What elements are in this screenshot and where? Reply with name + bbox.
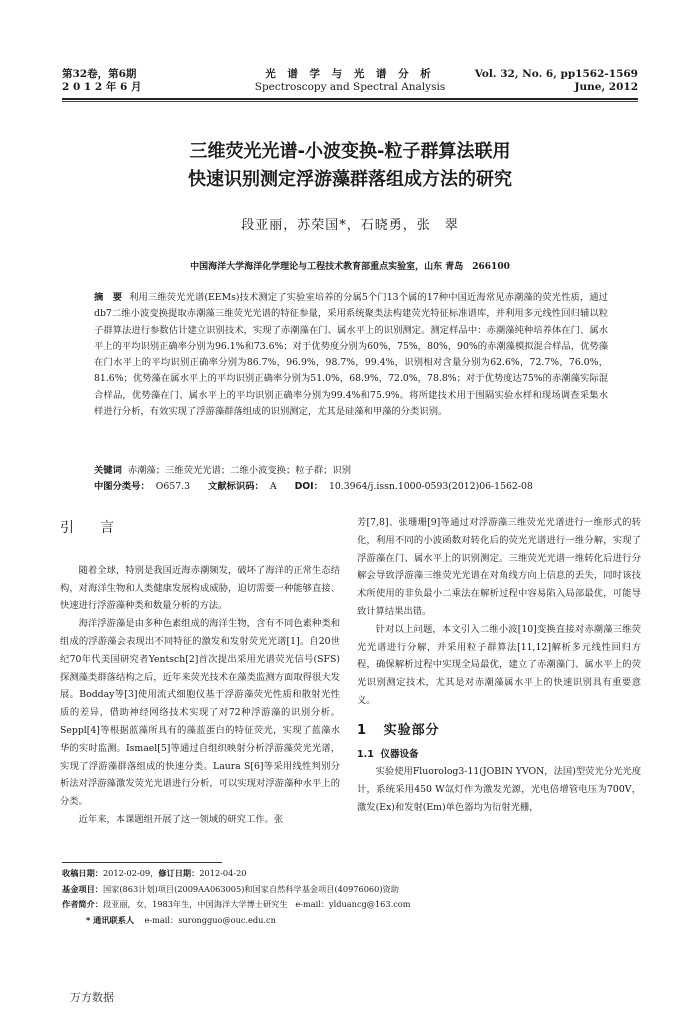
- issue-date: 2 0 1 2 年 6 月: [62, 81, 142, 93]
- doi-label: DOI：: [294, 481, 323, 492]
- revised-label: 修订日期：: [158, 868, 200, 878]
- revised-date: 2012-04-20: [199, 868, 247, 878]
- journal-name-en: Spectroscopy and Spectral Analysis: [254, 81, 446, 93]
- section-1-heading: [357, 722, 641, 740]
- author-bio-line: [62, 897, 608, 913]
- subsection-title: 仪器设备: [380, 748, 419, 760]
- intro-paragraph-3: 近年来，本课题组开展了这一领域的研究工作。张: [78, 813, 284, 825]
- footnotes: [62, 866, 608, 928]
- intro-paragraph-2: 海洋浮游藻是由多种色素组成的海洋生物，含有不同色素种类和组成的浮游藻会表现出不同特征的激发和发射荧光光谱[1]。自20世纪70年代美国研究者Yentsch[2]首次提出采用光谱荧光信号(SFS)探测藻类群落结构之后，近年来荧光技术在藻类监测方面取得很大发展。Bodday等[3]使用流式细胞仪基于浮游藻荧光性质和散射光性质的差异，借助神经网络技术实现了对72种浮游藻的识别分析。Seppl[4]等根据蓝藻所具有的藻蓝蛋白的特征荧光，实现了蓝藻水华的实时监测。Ismael[5]等通过自组织映射分析浮游藻荧光光谱，实现了浮游藻群落组成的快速分类。Laura S[6]等采用线性判别分析法对浮游藻激发荧光光谱进行分析，可以实现对浮游藻种水平上的分类。: [60, 618, 340, 808]
- title-line-2: 快速识别测定浮游藻群落组成方法的研究: [188, 169, 512, 190]
- keywords-label: 关键词: [94, 465, 122, 476]
- intro-paragraph-4: 针对以上问题，本文引入二维小波[10]变换直接对赤潮藻三维荧光光谱进行分解，并采用粒子群算法[11,12]解析多元线性回归方程，确保解析过程中实现全局最优，建立了赤潮藻门、属水平上的荧光识别测定技术，尤其是对赤潮藻属水平上的快速识别具有重要意义。: [357, 623, 641, 706]
- keywords-block: [94, 463, 608, 495]
- paper-title: [80, 138, 620, 194]
- corresponding-line: [62, 913, 608, 929]
- month-year: June, 2012: [574, 81, 638, 93]
- vol-no-pages: Vol. 32, No. 6, pp1562-1569: [474, 68, 638, 80]
- fund-text: 国家(863计划)项目(2009AA063005)和国家自然科学基金项目(40976060)资助: [102, 883, 399, 894]
- intro-paragraph-continued: 芳[7,8]、张珊珊[9]等通过对浮游藻三维荧光光谱进行一维形式的转化，利用不同的小波函数对转化后的荧光光谱进行一维分解，实现了浮游藻在门、属水平上的识别测定。三维荧光光谱一维转化后进行分解会导致浮游藻三维荧光光谱在对角线方向上信息的丢失，同时该技术所使用的非负最小二乘法在解析过程中容易陷入局部最优，可能导致计算结果出错。: [357, 517, 641, 617]
- author-list: 段亚丽，苏荣国*，石晓勇，张 翠: [241, 218, 459, 233]
- abstract-text: 利用三维荧光光谱(EEMs)技术测定了实验室培养的分属5个门13个属的17种中国近海常见赤潮藻的荧光性质，通过db7二维小波变换提取赤潮藻三维荧光光谱的特征参量，采用系统聚类法构建荧光特征标准谱库，并利用多元线性回归辅以粒子群算法进行参数估计建立识别技术，实现了赤潮藻在门、属水平上的识别测定。测定样品中：赤潮藻纯种培养体在门、属水平上的平均识别正确率分别为96.1%和73.6%；对于优势度分别为60%，75%，80%，90%的赤潮藻模拟混合样品，优势藻在门水平上的平均识别正确率分别为86.7%，96.9%，98.7%，99.4%，识别相对含量分别为62.6%，72.7%，76.0%，81.6%；优势藻在属水平上的平均识别正确率分别为51.0%，68.9%，72.0%，78.8%；对于优势度达75%的赤潮藻实际混合样品，优势藻在门、属水平上的平均识别正确率分别为99.4%和75.9%。将所建技术用于围隔实验水样和现场调查采集水样进行分析，有效实现了浮游藻群落组成的识别测定，尤其是硅藻和甲藻的分类识别。: [94, 292, 608, 418]
- subsection-number: 1.1: [357, 748, 374, 760]
- intro-heading: 引 言: [60, 520, 120, 536]
- volume-issue: 第32卷，第6期: [62, 68, 137, 80]
- section-title: 实验部分: [383, 722, 440, 738]
- section-number: 1: [357, 722, 368, 738]
- footnote-rule: [62, 862, 222, 863]
- header-rule: [62, 98, 638, 100]
- title-line-1: 三维荧光光谱-小波变换-粒子群算法联用: [189, 141, 511, 162]
- received-date: 2012-02-09，: [102, 868, 159, 878]
- received-label: 收稿日期：: [62, 868, 103, 878]
- header-rule-thin: [62, 101, 638, 102]
- author-bio-text: 段亚丽，女，1983年生，中国海洋大学博士研究生: [102, 899, 288, 909]
- author-email[interactable]: ylduancg@163.com: [329, 899, 411, 909]
- corresponding-label: * 通讯联系人: [86, 914, 135, 925]
- author-email-label: e-mail：: [295, 899, 330, 909]
- fund-line: [62, 882, 608, 898]
- keywords-line: [94, 463, 608, 479]
- intro-paragraph-1: 随着全球，特别是我国近海赤潮频发，破坏了海洋的正常生态结构，对海洋生物和人类健康发展构成威胁，迫切需要一种能够直接、快速进行浮游藻种类和数量分析的方法。: [60, 564, 340, 612]
- left-column: [60, 516, 340, 829]
- subsection-1-1-heading: [357, 746, 641, 764]
- doc-code-label: 文献标识码：: [208, 481, 264, 492]
- right-column: [357, 514, 641, 817]
- dates-line: [62, 866, 608, 882]
- corresponding-email-label: e-mail：: [144, 914, 179, 925]
- author-bio-label: 作者简介：: [62, 899, 103, 909]
- experiment-paragraph: 实验使用Fluorolog3-11(JOBIN YVON，法国)型荧光分光光度计，系统采用450 W氙灯作为激发光源，光电倍增管电压为700V，激发(Ex)和发射(Em)单色器均为衍射光栅，: [357, 766, 641, 813]
- doc-code-value: A: [269, 481, 277, 492]
- journal-name-cn: 光 谱 学 与 光 谱 分 析: [265, 68, 435, 80]
- wanfang-watermark: 万方数据: [70, 991, 114, 1004]
- fund-label: 基金项目：: [62, 883, 103, 894]
- abstract-label: 摘 要: [94, 292, 126, 303]
- doi-value[interactable]: 10.3964/j.issn.1000-0593(2012)06-1562-08: [328, 481, 533, 492]
- abstract: [94, 290, 608, 420]
- affiliation: 中国海洋大学海洋化学理论与工程技术教育部重点实验室，山东 青岛 266100: [190, 262, 510, 272]
- classification-line: [94, 479, 608, 495]
- clc-value: O657.3: [155, 481, 191, 492]
- corresponding-email[interactable]: surongguo@ouc.edu.cn: [178, 914, 276, 925]
- journal-header: [62, 68, 638, 100]
- volume-pages: [475, 68, 638, 94]
- keywords-text: 赤潮藻；三维荧光光谱；二维小波变换；粒子群；识别: [127, 465, 352, 476]
- clc-label: 中图分类号：: [94, 481, 150, 492]
